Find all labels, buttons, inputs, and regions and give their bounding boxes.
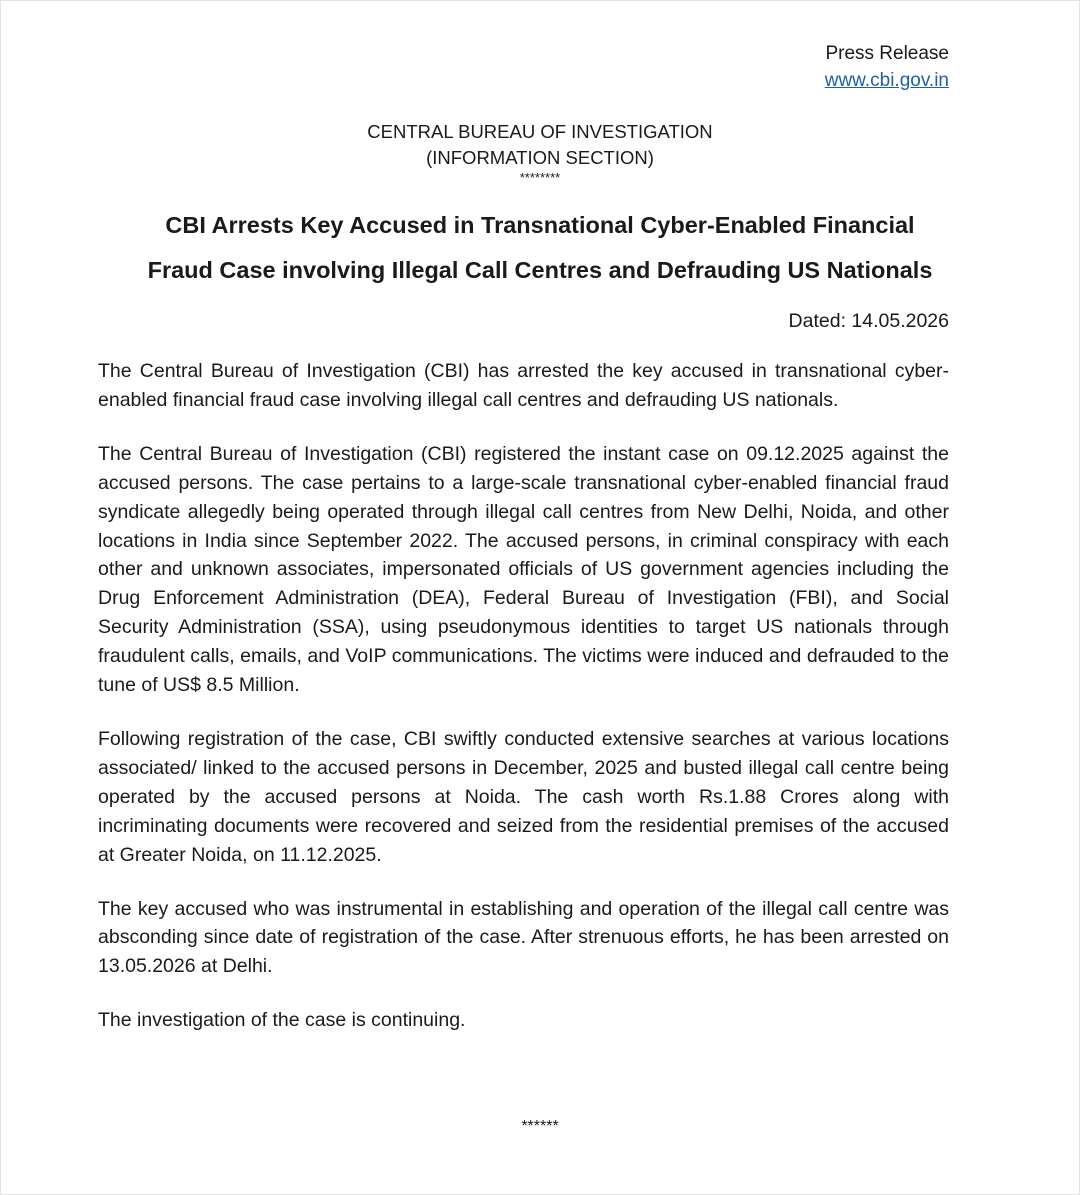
press-release-title xyxy=(60,203,1020,293)
org-header xyxy=(0,119,1080,185)
header-block xyxy=(825,40,949,94)
paragraph-1: The Central Bureau of Investigation (CBI) has arrested the key accused in transnational cyber-enabled financial fraud case involving illegal call centres and defrauding US nationals. xyxy=(98,360,949,411)
title-line-1: CBI Arrests Key Accused in Transnational Cyber-Enabled Financial xyxy=(165,212,915,238)
paragraph-5: The investigation of the case is continuing. xyxy=(98,1009,466,1032)
release-date: Dated: 14.05.2026 xyxy=(788,310,949,332)
title-line-2: Fraud Case involving Illegal Call Centres and Defrauding US Nationals xyxy=(147,257,933,283)
website-link[interactable]: www.cbi.gov.in xyxy=(824,70,949,91)
paragraph-4: The key accused who was instrumental in establishing and operation of the illegal call centre was absconding since date of registration of the case. After strenuous efforts, he has been arrested on 13.05.2026 at Delhi. xyxy=(98,897,949,978)
press-release-label: Press Release xyxy=(825,43,949,64)
org-name: CENTRAL BUREAU OF INVESTIGATION xyxy=(367,121,713,142)
paragraph-2: The Central Bureau of Investigation (CBI) registered the instant case on 09.12.2025 against the accused persons. The case pertains to a large-scale transnational cyber-enabled financial fraud syndicate allegedly being operated through illegal call centres from New Delhi, Noida, and other locations in India since September 2022. The accused persons, in criminal conspiracy with each other and unknown associates, impersonated officials of US government agencies including the Drug Enforcement Administration (DEA), Federal Bureau of Investigation (FBI), and Social Security Administration (SSA), using pseudonymous identities to target US nationals through fraudulent calls, emails, and VoIP communications. The victims were induced and defrauded to the tune of US$ 8.5 Million. xyxy=(98,442,949,697)
footer-separator: ****** xyxy=(521,1118,559,1135)
org-section: (INFORMATION SECTION) xyxy=(426,147,654,168)
release-body xyxy=(98,357,949,1060)
paragraph-3: Following registration of the case, CBI swiftly conducted extensive searches at various locations associated/ linked to the accused persons in December, 2025 and busted illegal call centre being operated by the accused persons at Noida. The cash worth Rs.1.88 Crores along with incriminating documents were recovered and seized from the residential premises of the accused at Greater Noida, on 11.12.2025. xyxy=(98,727,949,866)
header-separator: ******** xyxy=(519,170,561,185)
